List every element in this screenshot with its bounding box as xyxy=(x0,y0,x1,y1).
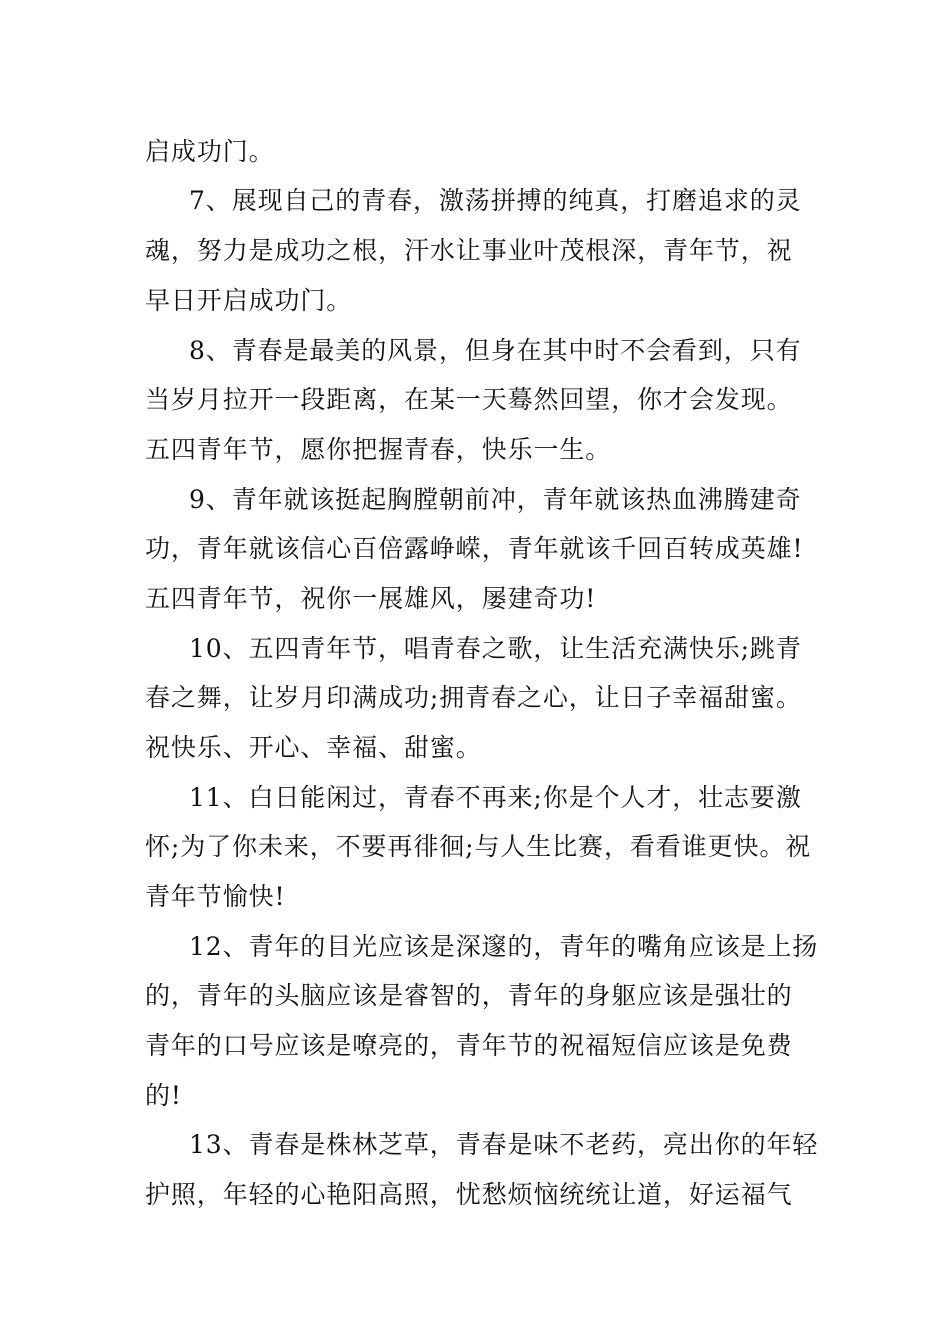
text-line: 11、白日能闲过，青春不再来;你是个人才，壮志要激 xyxy=(189,783,802,812)
text-line: 8、青春是最美的风景，但身在其中时不会看到，只有 xyxy=(189,336,802,365)
text-line: 青年节愉快! xyxy=(145,882,286,911)
text-line: 当岁月拉开一段距离，在某一天蓦然回望，你才会发现。 xyxy=(145,385,793,414)
text-line: 春之舞，让岁月印满成功;拥青春之心，让日子幸福甜蜜。 xyxy=(145,683,802,712)
text-line: 的，青年的头脑应该是睿智的，青年的身躯应该是强壮的 xyxy=(145,981,793,1010)
text-line: 7、展现自己的青春，激荡拼搏的纯真，打磨追求的灵 xyxy=(189,186,802,215)
text-line: 10、五四青年节，唱青春之歌，让生活充满快乐;跳青 xyxy=(189,634,802,663)
text-line: 祝快乐、开心、幸福、甜蜜。 xyxy=(145,733,482,762)
text-line: 五四青年节，愿你把握青春，快乐一生。 xyxy=(145,435,612,464)
text-line: 13、青春是株林芝草，青春是味不老药，亮出你的年轻 xyxy=(189,1130,819,1159)
text-line: 青年的口号应该是嘹亮的，青年节的祝福短信应该是免费 xyxy=(145,1031,793,1060)
text-line: 9、青年就该挺起胸膛朝前冲，青年就该热血沸腾建奇 xyxy=(189,485,802,514)
text-line: 怀;为了你未来，不要再徘徊;与人生比赛，看看谁更快。祝 xyxy=(145,832,812,861)
text-line: 的! xyxy=(145,1081,182,1110)
text-line: 五四青年节，祝你一展雄风，屡建奇功! xyxy=(145,584,597,613)
text-line: 12、青年的目光应该是深邃的，青年的嘴角应该是上扬 xyxy=(189,932,819,961)
text-line: 功，青年就该信心百倍露峥嵘，青年就该千回百转成英雄! xyxy=(145,534,804,563)
text-line: 魂，努力是成功之根，汗水让事业叶茂根深，青年节，祝 xyxy=(145,236,793,265)
text-line: 早日开启成功门。 xyxy=(145,286,353,315)
text-line: 启成功门。 xyxy=(145,137,275,166)
text-line: 护照，年轻的心艳阳高照，忧愁烦恼统统让道，好运福气 xyxy=(145,1180,793,1209)
